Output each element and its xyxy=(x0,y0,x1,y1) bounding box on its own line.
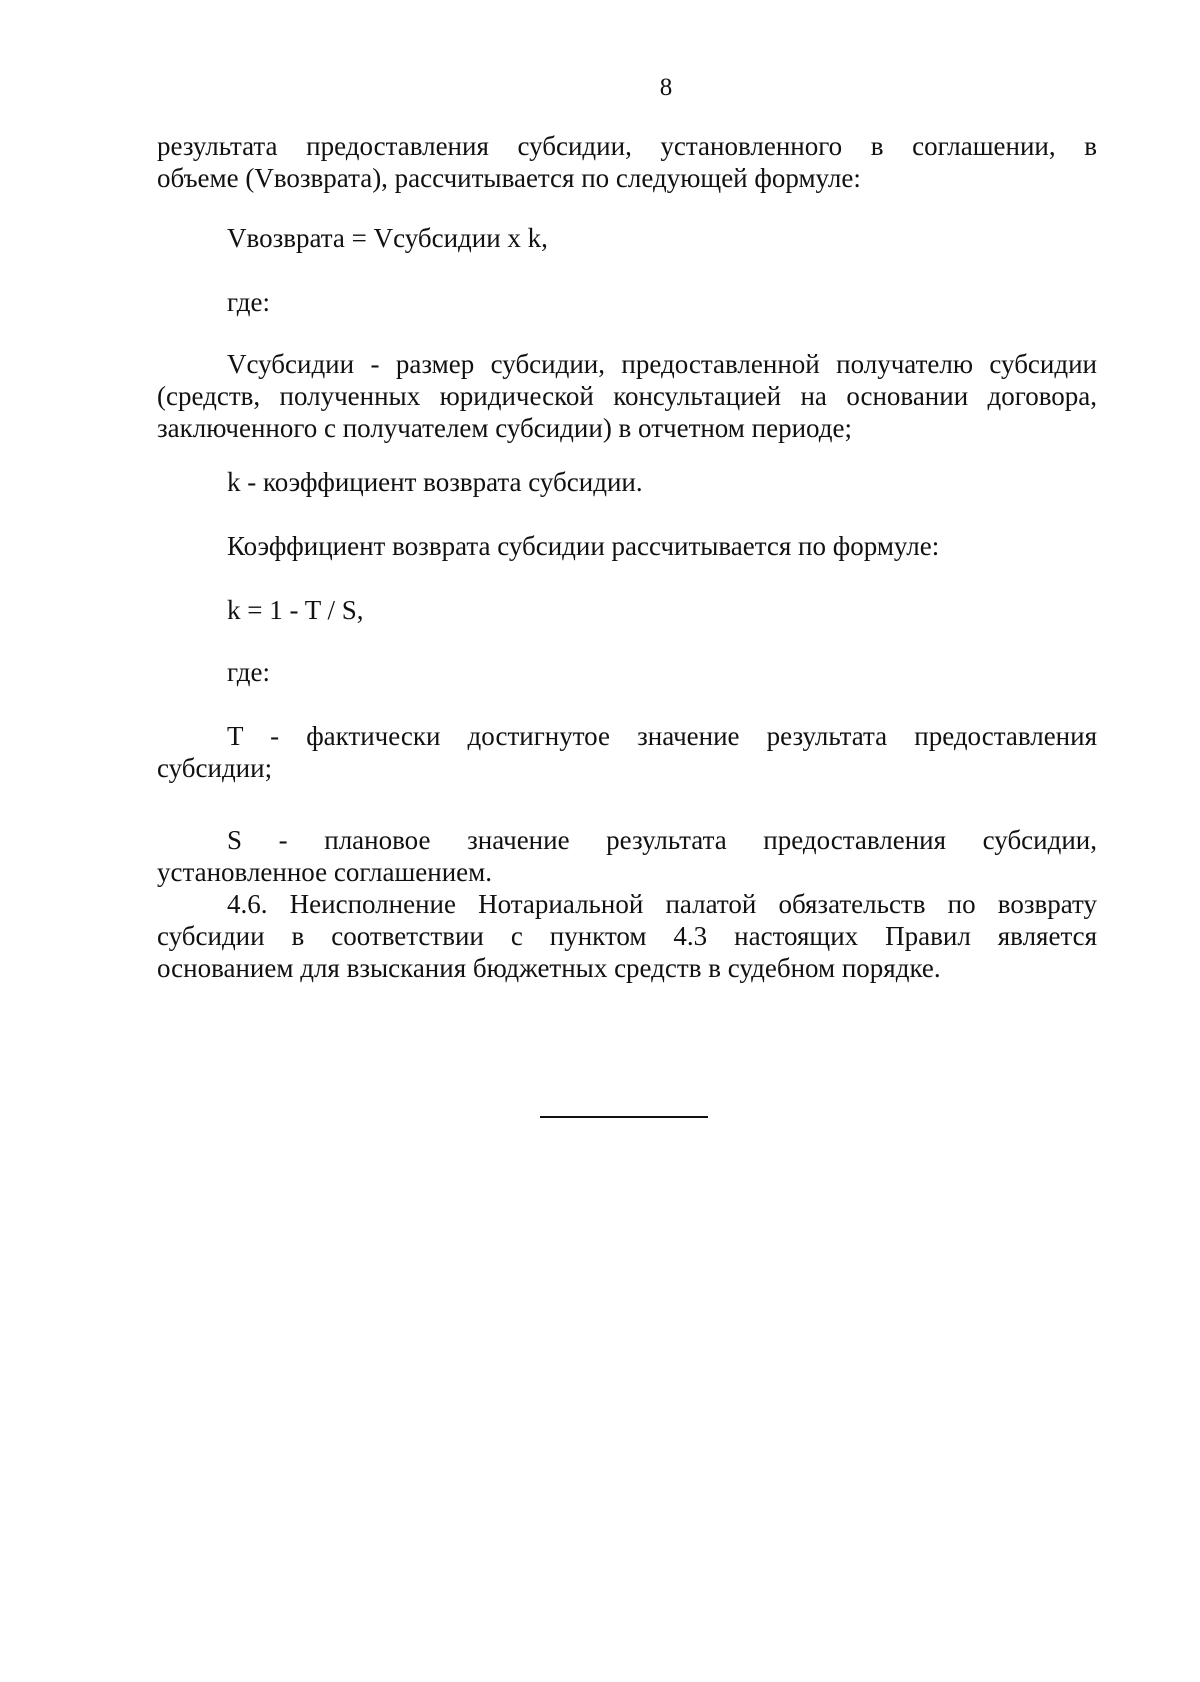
paragraph-subsidy-definition xyxy=(157,348,1097,444)
paragraph-line: установленное соглашением. xyxy=(157,857,492,887)
formula-refund-volume: Vвозврата = Vсубсидии x k, xyxy=(227,223,548,253)
paragraph-line: основанием для взыскания бюджетных средств в судебном порядке. xyxy=(157,953,941,983)
where-label: где: xyxy=(227,657,270,687)
paragraph-line: S - плановое значение результата предоставления субсидии, xyxy=(227,825,1097,855)
coefficient-intro: Коэффициент возврата субсидии рассчитывается по формуле: xyxy=(227,531,940,561)
paragraph-line: заключенного с получателем субсидии) в отчетном периоде; xyxy=(157,413,852,443)
paragraph-line: 4.6. Неисполнение Нотариальной палатой обязательств по возврату xyxy=(227,889,1097,919)
paragraph-s-definition xyxy=(157,824,1097,888)
paragraph-line: объеме (Vвозврата), рассчитывается по следующей формуле: xyxy=(157,163,861,193)
paragraph-line: субсидии в соответствии с пунктом 4.3 настоящих Правил является xyxy=(157,921,1097,951)
paragraph-line: результата предоставления субсидии, установленного в соглашении, в xyxy=(157,131,1097,161)
paragraph-line: (средств, полученных юридической консультацией на основании договора, xyxy=(157,381,1097,411)
paragraph-4-6 xyxy=(157,888,1097,984)
end-divider xyxy=(540,1116,708,1118)
k-definition: k - коэффициент возврата субсидии. xyxy=(227,467,643,497)
paragraph-t-definition xyxy=(157,720,1097,784)
paragraph-line: субсидии; xyxy=(157,753,273,783)
page-number: 8 xyxy=(659,74,673,101)
paragraph-line: T - фактически достигнутое значение результата предоставления xyxy=(227,721,1097,751)
formula-coefficient: k = 1 - T / S, xyxy=(227,595,364,625)
where-label: где: xyxy=(227,287,270,317)
paragraph-result xyxy=(157,130,1097,194)
paragraph-line: Vсубсидии - размер субсидии, предоставленной получателю субсидии xyxy=(227,349,1097,379)
